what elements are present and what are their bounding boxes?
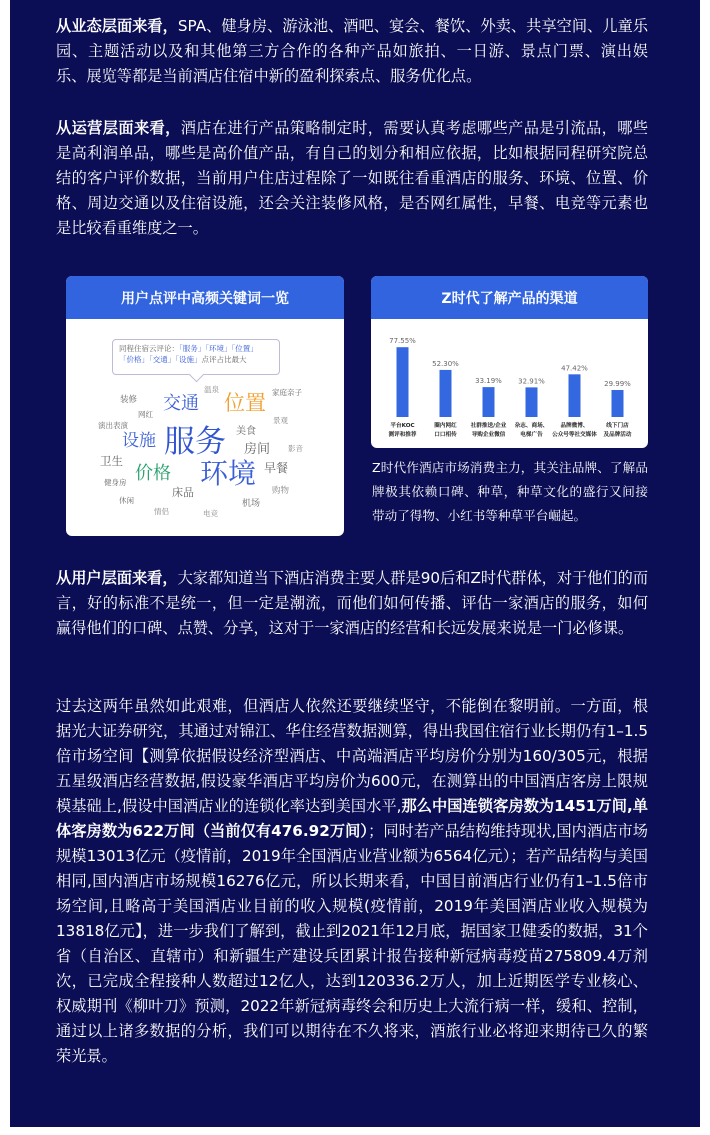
paragraph-highlight: 那么中国连锁客房数为1451万间,单体客房数为622万间（当前仅有476.92万间） <box>56 797 648 840</box>
callout-keyword: 「交通」 <box>149 355 176 364</box>
paragraph-lead: 从运营层面来看， <box>56 119 181 137</box>
category-label: 电梯广告 <box>520 432 543 438</box>
keyword: 房间 <box>244 442 271 457</box>
category-label: 线下门店 <box>606 423 629 429</box>
paragraph-business <box>56 14 648 89</box>
bar <box>440 370 452 417</box>
category-label: 测评和推荐 <box>388 432 417 438</box>
paragraph-text: SPA、健身房、游泳池、酒吧、宴会、餐饮、外卖、共享空间、儿童乐园、主题活动以及和其他第三方合作的各种产品如旅拍、一日游、景点门票、演出娱乐、展览等都是当前酒店住宿中新的盈利探索点、服务优化点。 <box>56 17 649 85</box>
keyword: 服务 <box>164 424 226 460</box>
paragraph-text: 酒店在进行产品策略制定时，需要认真考虑哪些产品是引流品，哪些是高利润单品，哪些是高价值产品，有自己的划分和相应依据，比如根据同程研究院总结的客户评价数据，当前用户住店过程除了一如既往看重酒店的服务、环境、位置、价格、周边交通以及住宿设施，还会关注装修风格，是否网红属性，早餐、电竞等元素也是比较看重维度之一。 <box>56 119 649 237</box>
category-label: 及品牌活动 <box>603 432 632 438</box>
category-label: 杂志、商场、 <box>514 423 549 429</box>
bar-value-label: 77.55% <box>389 337 416 346</box>
keyword: 情侣 <box>154 507 169 516</box>
keyword: 影音 <box>288 444 303 453</box>
keyword: 设施 <box>122 431 156 451</box>
callout-keyword: 「设施」 <box>175 355 202 364</box>
category-label: 口口相传 <box>434 432 457 438</box>
callout-keyword: 「价格」 <box>119 355 149 364</box>
channel-bar-chart <box>371 319 648 447</box>
keyword: 环境 <box>200 457 257 490</box>
bar-value-label: 47.42% <box>561 364 588 373</box>
bar <box>612 390 624 417</box>
keyword: 床品 <box>172 486 194 499</box>
category-label: 社群推送/企业 <box>470 423 507 429</box>
keyword: 购物 <box>272 486 290 496</box>
keyword: 休闲 <box>119 496 134 505</box>
category-label: 品牌微博、 <box>560 423 589 429</box>
keyword: 网红 <box>138 410 153 419</box>
bar <box>569 374 581 417</box>
keyword: 位置 <box>224 391 266 415</box>
paragraph-text: 过去这两年虽然如此艰难，但酒店人依然还要继续坚守，不能倒在黎明前。一方面，根据光大证券研究，其通过对锦江、华住经营数据测算，得出我国住宿行业长期仍有1–1.5倍市场空间【测算依据假设经济型酒店、中高端酒店平均房价分别为160/305元，根据五星级酒店经营数据,假设豪华酒店平均房价为600元，在测算出的中国酒店客房上限规模基础上,假设中国酒店业的连锁化率达到美国水平, <box>56 697 648 815</box>
paragraph-text: 大家都知道当下酒店消费主要人群是90后和Z时代群体，对于他们的而言，好的标准不是统一，但一定是潮流，而他们如何传播、评估一家酒店的服务，如何赢得他们的口碑、点赞、分享，这对于一家酒店的经营和长远发展来说是一门必修课。 <box>56 569 649 637</box>
callout-suffix: 点评占比最大 <box>201 355 247 364</box>
comment-callout <box>112 339 280 375</box>
keyword: 卫生 <box>100 454 123 468</box>
paragraph-text: ；同时若产品结构维持现状,国内酒店市场规模13013亿元（疫情前，2019年全国酒店业营业额为6564亿元）；若产品结构与美国相同,国内酒店市场规模16276亿元，所以长期来看，中国目前酒店行业仍有1–1.5倍市场空间,且略高于美国酒店业目前的收入规模(疫情前，2019年美国酒店业收入规模为13818亿元】，进一步我们了解到，截止到2021年12月底，据国家卫健委的数据，31个省（自治区、直辖市）和新疆生产建设兵团累计报告接种新冠病毒疫苗275809.4万剂次，已完成全程接种人数超过12亿人，达到120336.2万人，加上近期医学专业核心、权威期刊《柳叶刀》预测，2022年新冠病毒终会和历史上大流行病一样，缓和、控制，通过以上诸多数据的分析，我们可以期待在不久将来，酒旅行业必将迎来期待已久的繁荣光景。 <box>56 822 648 1065</box>
callout-keyword: 「位置」 <box>231 344 258 353</box>
keyword: 家庭亲子 <box>272 388 302 397</box>
category-label: 导购企业微信 <box>471 432 506 438</box>
callout-keyword: 「环境」 <box>205 344 232 353</box>
keyword: 早餐 <box>264 461 289 475</box>
callout-keyword: 「服务」 <box>179 344 206 353</box>
paragraph-outlook <box>56 694 648 1069</box>
keyword: 美食 <box>236 426 256 437</box>
bar-chart-svg <box>371 319 648 447</box>
keyword: 温泉 <box>204 385 219 394</box>
bar-value-label: 33.19% <box>475 377 502 386</box>
chart-caption: Z时代作酒店市场消费主力，其关注品牌、了解品牌极其依赖口碑、种草，种草文化的盛行又间接带动了得物、小红书等种草平台崛起。 <box>372 460 648 523</box>
bar <box>397 347 409 417</box>
callout-prefix: 同程住宿云评论： <box>119 344 179 353</box>
bar-value-label: 52.30% <box>432 359 459 368</box>
keyword: 电竞 <box>203 509 218 518</box>
bar <box>483 387 495 417</box>
keyword: 健身房 <box>104 478 127 487</box>
keyword: 价格 <box>135 463 171 484</box>
paragraph-lead: 从业态层面来看， <box>56 17 178 35</box>
category-label: 圈内网红 <box>434 423 457 429</box>
keyword-cloud <box>66 319 344 535</box>
chart-title: Z时代了解产品的渠道 <box>371 276 648 319</box>
paragraph-operation <box>56 116 648 241</box>
keyword: 交通 <box>163 393 199 414</box>
bar-value-label: 32.91% <box>518 377 545 386</box>
keyword-cloud-title: 用户点评中高频关键词一览 <box>66 276 344 319</box>
paragraph-user <box>56 566 648 641</box>
channel-chart-card <box>371 276 648 448</box>
bar-value-label: 29.99% <box>604 380 631 389</box>
paragraph-lead: 从用户层面来看， <box>56 569 178 587</box>
category-label: 公众号等社交媒体 <box>552 432 597 438</box>
category-label: 平台KOC <box>390 423 415 429</box>
keyword: 机场 <box>242 499 261 509</box>
keyword: 演出表演 <box>98 421 128 430</box>
keyword: 装修 <box>120 395 138 405</box>
keyword: 景观 <box>273 416 288 425</box>
bar <box>526 387 538 417</box>
keyword-cloud-card <box>66 276 344 536</box>
